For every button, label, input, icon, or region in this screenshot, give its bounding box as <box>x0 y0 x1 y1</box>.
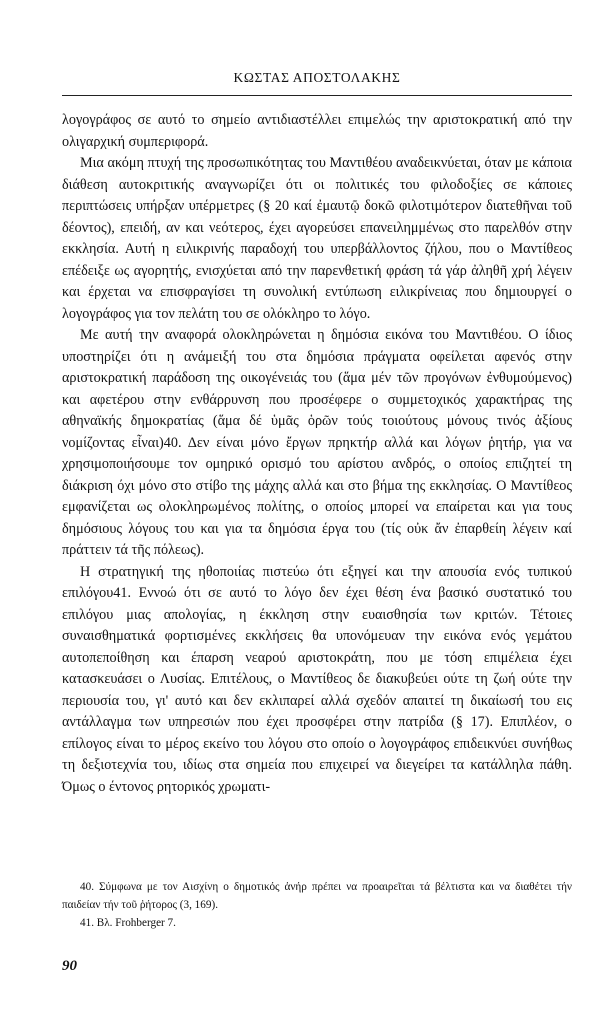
page-number: 90 <box>62 958 77 974</box>
paragraph: Με αυτή την αναφορά ολοκληρώνεται η δημόσια εικόνα του Μαντιθέου. Ο ίδιος υποστηρίζει ότι η ανάμειξή του στα δημόσια πράγματα οφείλεται αφενός στην αριστοκρατική παράδοση της οικογένειάς του (ἅμα μέν τῶν προγόνων ἐνθυμούμενος) και αφετέρου στην ενθάρρυνση που προσέφερε ο συμμετοχικός χαρακτήρας της αθηναϊκής δημοκρατίας (ἅμα δέ ὑμᾶς ὁρῶν τούς τοιούτους μόνους τινός ἀξίους νομίζοντας εἶναι)40. Δεν είναι μόνο ἔργων πρηκτήρ αλλά και λόγων ῥητήρ, για να χρησιμοποιήσουμε τον ομηρικό ορισμό του αρίστου ανδρός, ο οποίος επιζητεί τη διάκριση όχι μόνο στο στίβο της μάχης αλλά και στο βήμα της εκκλησίας. Ο Μαντίθεος εμφανίζεται ως ολοκληρωμένος πολίτης, ο οποίος μπορεί να επαίρεται και για τους δημόσιους λόγους του και για τα δημόσια έργα του (τίς οὐκ ἄν ἐπαρθείη λέγειν καί πράττειν τά τῆς πόλεως). <box>62 327 572 558</box>
paragraph: Η στρατηγική της ηθοποιίας πιστεύω ότι εξηγεί και την απουσία ενός τυπικού επιλόγου41. Εννοώ ότι σε αυτό το λόγο δεν έχει θέση ένα βασικό συστατικό του επιλόγου μιας απολογίας, η έκκληση στην ευαισθησία των κριτών. Τέτοιες συναισθηματικά φορτισμένες εκκλήσεις θα υπονόμευαν την εικόνα ενός γεμάτου αυτοπεποίθηση και έπαρση νεαρού αριστοκράτη, που με τόση επιμέλεια έχει κατασκευάσει ο Λυσίας. Επιτέλους, ο Μαντίθεος δε διακυβεύει ούτε τη ζωή ούτε την περιουσία του, γι' αυτό και δεν εκλιπαρεί αλλά σχεδόν απαιτεί τη δικαίωσή του εις αντάλλαγμα των υπηρεσιών που έχει προσφέρει στην πατρίδα (§ 17). Επιπλέον, ο επίλογος είναι το μέρος εκείνο του λόγου στο οποίο ο λογογράφος επιδεικνύει συνήθως τη δεξιοτεχνία του, ιδίως στα σημεία που επιχειρεί να διεγείρει τα κατάλληλα πάθη. Όμως ο έντονος ρητορικός χρωματι- <box>62 563 572 795</box>
footnotes <box>62 878 572 932</box>
paragraph: Μια ακόμη πτυχή της προσωπικότητας του Μαντιθέου αναδεικνύεται, όταν με κάποια διάθεση αυτοκριτικής αναγνωρίζει ότι οι πολιτικές του φιλοδοξίες σε κάποιες περιπτώσεις υπήρξαν υπέρμετρες (§ 20 καί ἐμαυτῷ δοκῶ φιλοτιμότερον διατεθῆναι τοῦ δέοντος), επειδή, αν και νεότερος, έχει αγορεύσει επανειλημμένως στο παρελθόν στην εκκλησία. Αυτή η ειλικρινής παραδοχή του υπερβάλλοντος ζήλου, που ο Μαντίθεος επέδειξε ως αγορητής, ενισχύεται από την παρενθετική φράση τά γάρ ἀληθῆ χρή λέγειν και έρχεται να επισφραγίσει τη συνολική εντύπωση ειλικρίνειας που δημιουργεί ο λογογράφος για τον πελάτη του σε ολόκληρο το λόγο. <box>62 155 572 322</box>
footnote: 40. Σύμφωνα με τον Αισχίνη ο δημοτικός ἀνήρ πρέπει να προαιρεῖται τά βέλτιστα και να διαθέτει τήν παιδείαν τήν τοῦ ῥήτορος (3, 169). <box>62 881 572 911</box>
paragraph: λογογράφος σε αυτό το σημείο αντιδιαστέλλει επιμελώς την αριστοκρατική από την ολιγαρχική συμπεριφορά. <box>62 112 572 150</box>
header-rule <box>62 95 572 96</box>
main-text <box>62 110 572 798</box>
footnote: 41. Βλ. Frohberger 7. <box>80 917 176 929</box>
running-header: ΚΩΣΤΑΣ ΑΠΟΣΤΟΛΑΚΗΣ <box>233 70 401 85</box>
